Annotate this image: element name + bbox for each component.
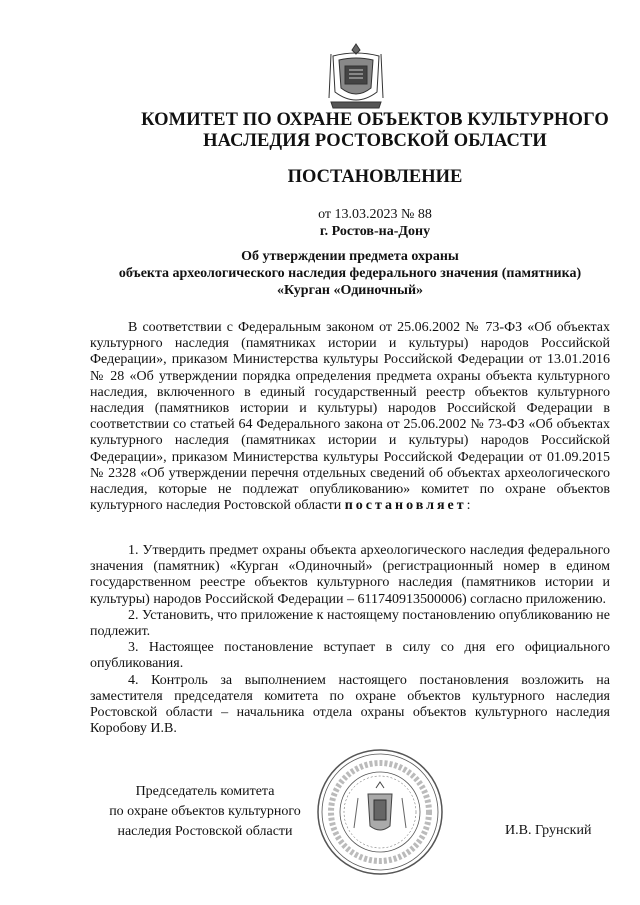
preamble: [90, 320, 610, 514]
city: г. Ростов-на-Дону: [319, 224, 431, 239]
org-title-line2: НАСЛЕДИЯ РОСТОВСКОЙ ОБЛАСТИ: [203, 131, 547, 151]
preamble-tail: :: [466, 498, 471, 514]
signatory-name: И.В. Грунский: [505, 823, 592, 838]
position-line1: Председатель комитета: [135, 784, 275, 799]
signatory-position: [90, 782, 320, 842]
decree-item: 3. Настоящее постановление вступает в силу со дня его официального опубликования.: [90, 640, 610, 672]
subject-line2: объекта археологического наследия федерального значения (памятника): [118, 266, 582, 281]
decree-items: [90, 543, 610, 737]
organization-title: [140, 110, 610, 152]
decree-item: 1. Утвердить предмет охраны объекта археологического наследия федерального значения (памятник) «Курган «Одиночный» (регистрационный номер в едином государственном реестре объектов культурного наследия (памятников истории и культуры) народов Российской Федерации – 611740913500006) согласно приложению.: [90, 543, 610, 607]
org-title-line1: КОМИТЕТ ПО ОХРАНЕ ОБЪЕКТОВ КУЛЬТУРНОГО: [141, 110, 609, 130]
position-line2: по охране объектов культурного: [109, 804, 301, 819]
preamble-text: В соответствии с Федеральным законом от 25.06.2002 № 73-ФЗ «Об объектах культурного наследия (памятниках истории и культуры) народов Российской Федерации», приказом Министерства культуры Российской Федерации от 13.01.2016 № 28 «Об утверждении порядка определения предмета охраны объекта культурного наследия, включенного в единый государственный реестр объектов культурного наследия (памятников истории и культуры) народов Российской Федерации в соответствии со статьей 64 Федерального закона от 25.06.2002 № 73-ФЗ «Об объектах культурного наследия (памятниках истории и культуры) народов Российской Федерации», приказом Министерства культуры Российской Федерации от 01.09.2015 № 2328 «Об утверждении перечня отдельных сведений об объектах археологического наследия, которые не подлежат опубликованию» комитет по охране объектов культурного наследия Ростовской области: [90, 320, 610, 514]
decree-word: постановляет: [344, 498, 467, 514]
coat-of-arms-icon: [327, 42, 385, 110]
subject-line1: Об утверждении предмета охраны: [241, 249, 459, 264]
position-line3: наследия Ростовской области: [117, 824, 293, 839]
seal-icon: [316, 748, 444, 876]
subject-line3: «Курган «Одиночный»: [276, 283, 424, 298]
decree-item: 2. Установить, что приложение к настоящему постановлению опубликованию не подлежит.: [90, 607, 610, 640]
document-type: ПОСТАНОВЛЕНИЕ: [287, 167, 463, 187]
document-meta: [140, 206, 610, 240]
date-number: от 13.03.2023 № 88: [318, 207, 432, 222]
document-subject: [90, 248, 610, 299]
decree-item: 4. Контроль за выполнением настоящего постановления возложить на заместителя председателя комитета по охране объектов культурного наследия Ростовской области – начальника отдела охраны объектов культурного наследия Коробову И.В.: [90, 672, 610, 737]
